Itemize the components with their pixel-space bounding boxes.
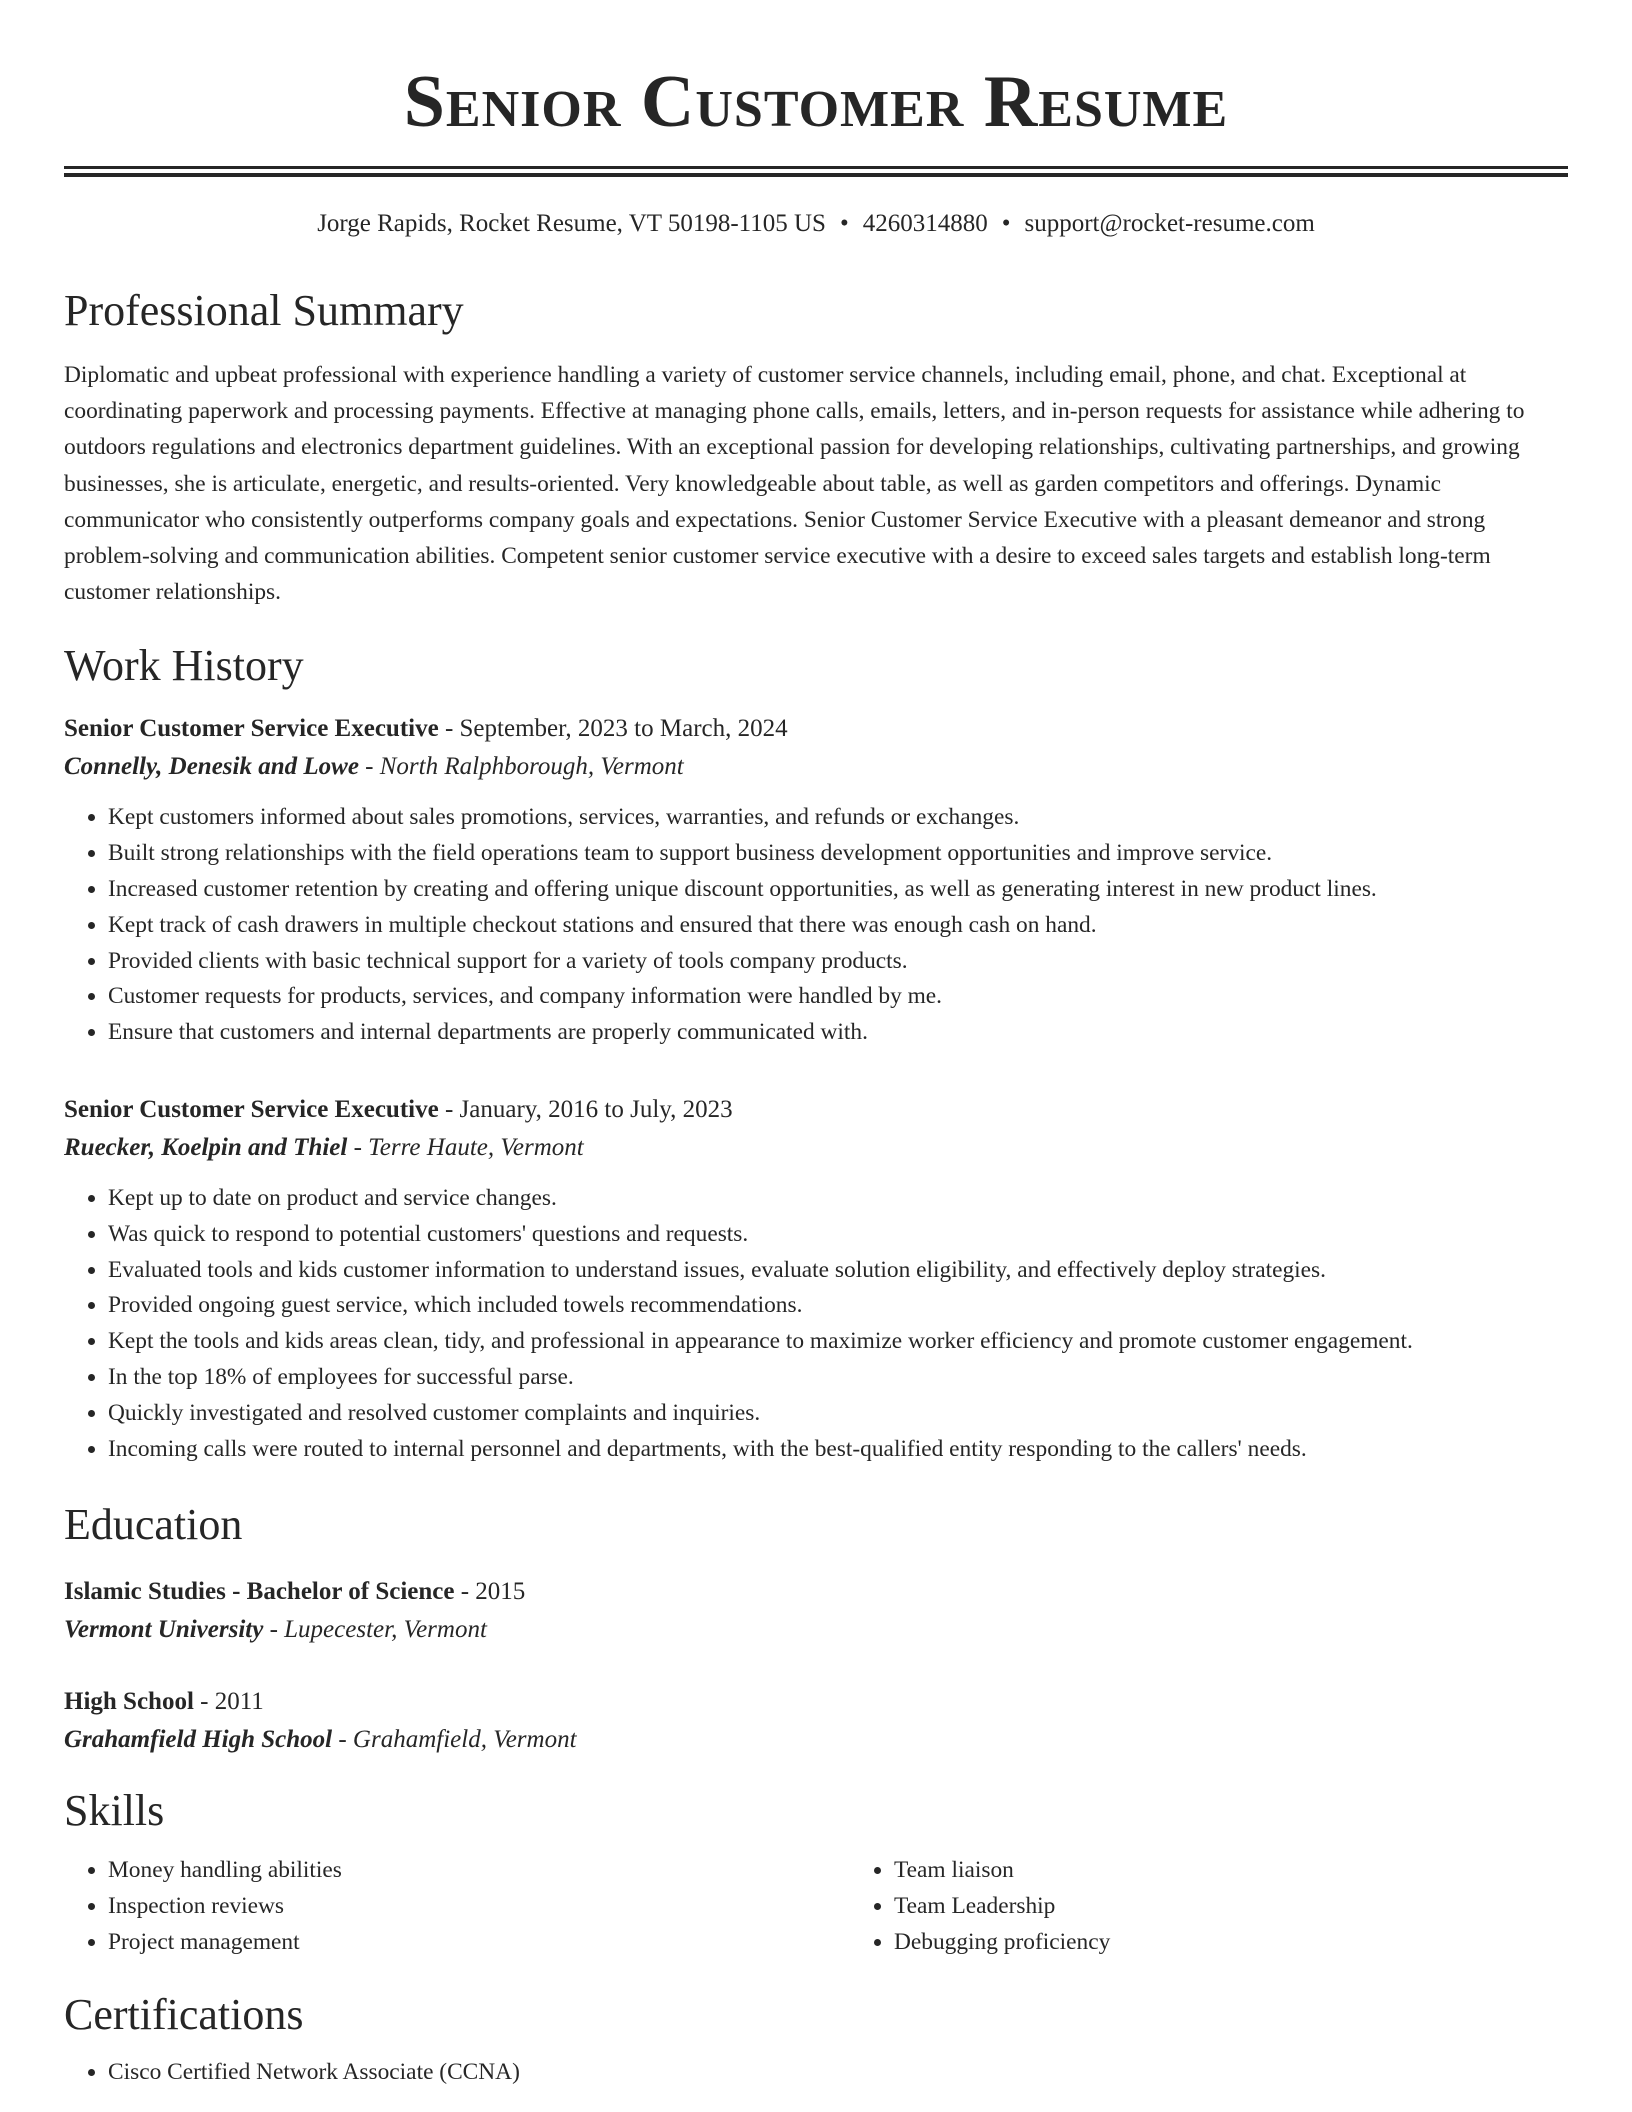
job-dates: - September, 2023 to March, 2024 <box>438 715 788 743</box>
contact-address: Jorge Rapids, Rocket Resume, VT 50198-1105 US <box>317 210 826 237</box>
list-item: • In the top 18% of employees for successful parse. <box>108 1360 1568 1396</box>
list-item: • Was quick to respond to potential customers' questions and requests. <box>108 1217 1568 1253</box>
education-entry <box>64 1573 1568 1649</box>
job-company-line <box>64 1129 1568 1167</box>
education-year: - 2015 <box>454 1578 526 1606</box>
skills-grid <box>64 1853 1568 1960</box>
summary-text: Diplomatic and upbeat professional with experience handling a variety of customer service channels, including email, phone, and chat. Exceptional at coordinating paperwork and processing payments. Effective at managing phone calls, emails, letters, and in-person requests for assistance while adhering to outdoors regulations and electronics department guidelines. With an exceptional passion for developing relationships, cultivating partnerships, and growing businesses, she is articulate, energetic, and results-oriented. Very knowledgeable about table, as well as garden competitors and offerings. Dynamic communicator who consistently outperforms company goals and expectations. Senior Customer Service Executive with a pleasant demeanor and strong problem-solving and communication abilities. Competent senior customer service executive with a desire to exceed sales targets and establish long-term customer relationships. <box>64 362 1525 606</box>
education-degree-line <box>64 1573 1568 1611</box>
contact-separator: • <box>1001 210 1011 237</box>
job-title-line <box>64 1091 1568 1129</box>
contact-email: support@rocket-resume.com <box>1024 210 1315 237</box>
list-item: • Ensure that customers and internal departments are properly communicated with. <box>108 1015 1568 1051</box>
section-heading-skills: Skills <box>64 1786 165 1836</box>
education-degree-line <box>64 1683 1568 1721</box>
job-company-line <box>64 748 1568 786</box>
list-item: • Kept track of cash drawers in multiple checkout stations and ensured that there was enough cash on hand. <box>108 908 1568 944</box>
list-item: • Built strong relationships with the field operations team to support business development opportunities and improve service. <box>108 836 1568 872</box>
education-location: - Lupecester, Vermont <box>263 1616 487 1644</box>
job-title: Senior Customer Service Executive <box>64 715 439 743</box>
job-bullets <box>64 800 1568 1051</box>
skill-item: • Debugging proficiency <box>894 1925 1632 1961</box>
skills-list-left <box>64 1853 850 1960</box>
list-item: • Kept the tools and kids areas clean, tidy, and professional in appearance to maximize worker efficiency and promote customer engagement. <box>108 1324 1568 1360</box>
list-item: • Provided ongoing guest service, which included towels recommendations. <box>108 1288 1568 1324</box>
resume-page <box>64 0 1568 2091</box>
job-entry <box>64 710 1568 1051</box>
resume-title: Senior Customer Resume <box>403 61 1229 143</box>
contact-phone: 4260314880 <box>862 210 988 237</box>
job-title-line <box>64 710 1568 748</box>
section-heading-summary: Professional Summary <box>64 286 464 335</box>
skill-item: • Inspection reviews <box>108 1889 850 1925</box>
list-item: • Kept up to date on product and service changes. <box>108 1181 1568 1217</box>
job-location: - North Ralphborough, Vermont <box>358 753 684 781</box>
list-item: • Quickly investigated and resolved customer complaints and inquiries. <box>108 1396 1568 1432</box>
education-school-line <box>64 1721 1568 1759</box>
job-title: Senior Customer Service Executive <box>64 1096 439 1123</box>
certifications-list <box>64 2055 1568 2091</box>
certification-item: • Cisco Certified Network Associate (CCNA) <box>108 2055 1568 2091</box>
education-year: - 2011 <box>193 1688 264 1716</box>
section-heading-education: Education <box>64 1500 243 1550</box>
skill-item: • Project management <box>108 1925 850 1961</box>
contact-line <box>64 207 1568 241</box>
education-school-line <box>64 1611 1568 1649</box>
list-item: • Incoming calls were routed to internal personnel and departments, with the best-qualified entity responding to the callers' needs. <box>108 1432 1568 1468</box>
job-entry <box>64 1091 1568 1467</box>
skills-list-right <box>850 1853 1632 1960</box>
education-entry <box>64 1683 1568 1759</box>
title-divider <box>64 166 1568 177</box>
section-heading-certifications: Certifications <box>64 1989 304 2039</box>
list-item: • Provided clients with basic technical support for a variety of tools company products. <box>108 944 1568 980</box>
job-bullets <box>64 1181 1568 1467</box>
list-item: • Increased customer retention by creating and offering unique discount opportunities, as well as generating interest in new product lines. <box>108 872 1568 908</box>
job-company: Ruecker, Koelpin and Thiel <box>64 1134 348 1161</box>
skill-item: • Money handling abilities <box>108 1853 850 1889</box>
education-degree: High School <box>64 1688 194 1716</box>
list-item: • Evaluated tools and kids customer information to understand issues, evaluate solution eligibility, and effectively deploy strategies. <box>108 1253 1568 1289</box>
education-location: - Grahamfield, Vermont <box>332 1726 577 1754</box>
contact-separator: • <box>839 210 849 237</box>
list-item: • Kept customers informed about sales promotions, services, warranties, and refunds or exchanges. <box>108 800 1568 836</box>
education-school: Vermont University <box>64 1616 264 1644</box>
skill-item: • Team Leadership <box>894 1889 1632 1925</box>
job-company: Connelly, Denesik and Lowe <box>64 753 359 781</box>
education-degree: Islamic Studies - Bachelor of Science <box>64 1578 455 1606</box>
education-school: Grahamfield High School <box>64 1726 333 1754</box>
job-dates: - January, 2016 to July, 2023 <box>438 1096 733 1123</box>
skill-item: • Team liaison <box>894 1853 1632 1889</box>
section-heading-work-history: Work History <box>64 641 304 691</box>
job-location: - Terre Haute, Vermont <box>347 1134 584 1161</box>
list-item: • Customer requests for products, services, and company information were handled by me. <box>108 979 1568 1015</box>
